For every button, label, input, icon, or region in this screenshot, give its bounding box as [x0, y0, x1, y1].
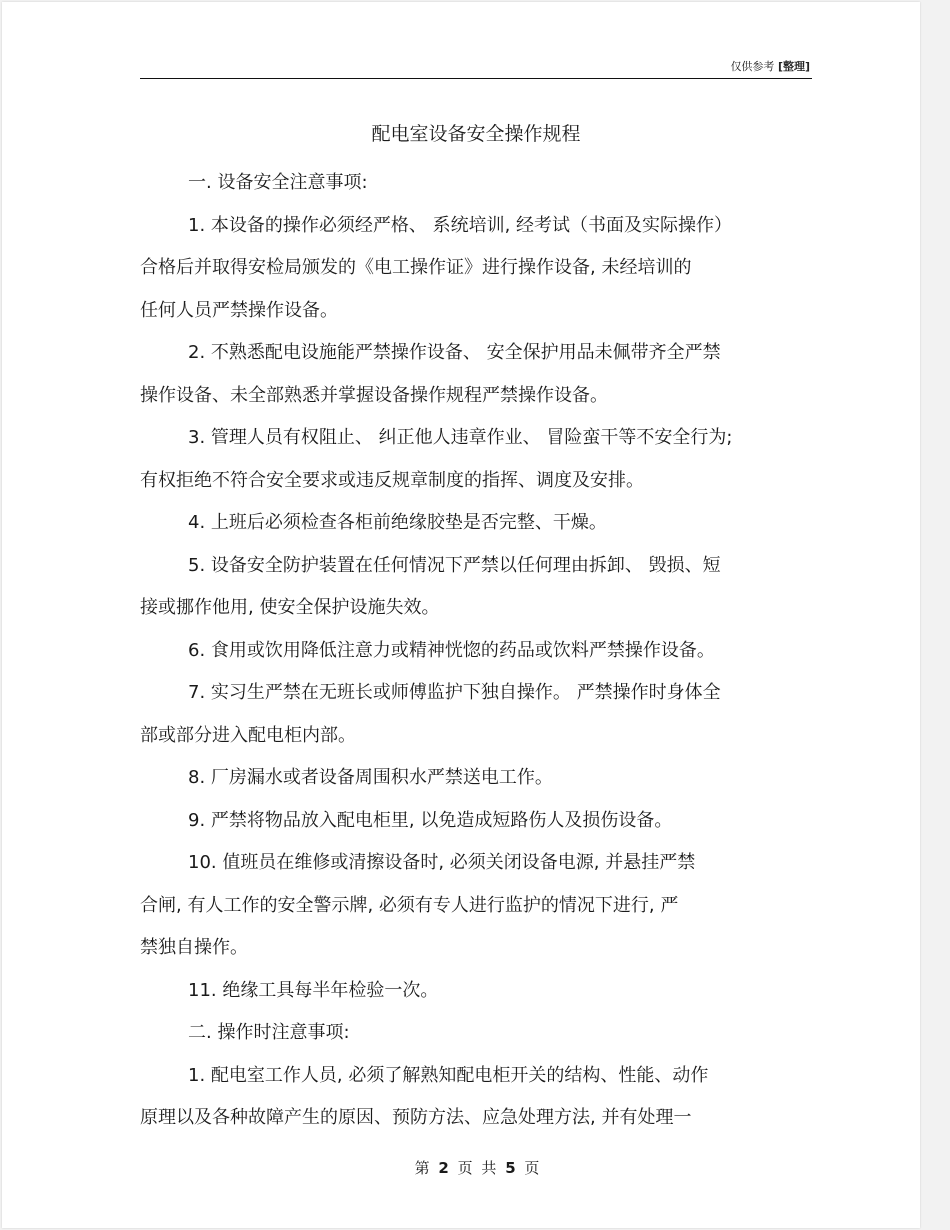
document-title: 配电室设备安全操作规程 — [371, 123, 581, 145]
header-divider — [140, 78, 812, 79]
header-note — [730, 58, 810, 74]
body-line: 5. 设备安全防护装置在任何情况下严禁以任何理由拆卸、 毁损、短 — [188, 554, 721, 576]
body-line: 1. 本设备的操作必须经严格、 系统培训, 经考试（书面及实际操作） — [188, 214, 733, 236]
body-line: 任何人员严禁操作设备。 — [140, 299, 338, 321]
page-footer — [2, 1157, 950, 1178]
body-line: 二. 操作时注意事项: — [188, 1022, 350, 1043]
body-line: 4. 上班后必须检查各柜前绝缘胶垫是否完整、干燥。 — [188, 512, 607, 533]
footer-page-number: 2 — [438, 1159, 449, 1177]
header-note-tag: [整理] — [777, 60, 810, 73]
body-line: 11. 绝缘工具每半年检验一次。 — [188, 979, 439, 1001]
document-page — [2, 2, 920, 1228]
body-line: 10. 值班员在维修或清擦设备时, 必须关闭设备电源, 并悬挂严禁 — [188, 852, 696, 873]
body-line: 7. 实习生严禁在无班长或师傅监护下独自操作。 严禁操作时身体全 — [188, 682, 721, 703]
body-line: 1. 配电室工作人员, 必须了解熟知配电柜开关的结构、性能、动作 — [188, 1064, 709, 1086]
body-line: 2. 不熟悉配电设施能严禁操作设备、 安全保护用品未佩带齐全严禁 — [188, 342, 721, 363]
body-line: 操作设备、未全部熟悉并掌握设备操作规程严禁操作设备。 — [140, 384, 608, 406]
body-line: 一. 设备安全注意事项: — [188, 172, 368, 193]
footer-label-di: 第 — [414, 1159, 430, 1177]
body-line: 9. 严禁将物品放入配电柜里, 以免造成短路伤人及损伤设备。 — [188, 809, 673, 831]
body-line: 原理以及各种故障产生的原因、预防方法、应急处理方法, 并有处理一 — [140, 1107, 692, 1128]
body-line: 8. 厂房漏水或者设备周围积水严禁送电工作。 — [188, 767, 553, 788]
body-line: 接或挪作他用, 使安全保护设施失效。 — [140, 597, 440, 618]
footer-label-ye: 页 — [457, 1159, 473, 1177]
footer-label-ye-2: 页 — [524, 1159, 540, 1177]
header-note-text: 仅供参考 — [730, 60, 775, 73]
body-line: 合闸, 有人工作的安全警示牌, 必须有专人进行监护的情况下进行, 严 — [140, 894, 679, 916]
body-line: 部或部分进入配电柜内部。 — [140, 724, 356, 746]
footer-label-gong: 共 — [481, 1159, 497, 1177]
footer-total-pages: 5 — [505, 1159, 516, 1177]
body-line: 合格后并取得安检局颁发的《电工操作证》进行操作设备, 未经培训的 — [140, 257, 692, 278]
body-line: 禁独自操作。 — [140, 937, 248, 958]
body-line: 3. 管理人员有权阻止、 纠正他人违章作业、 冒险蛮干等不安全行为; — [188, 427, 733, 448]
body-line: 6. 食用或饮用降低注意力或精神恍惚的药品或饮料严禁操作设备。 — [188, 639, 715, 661]
body-line: 有权拒绝不符合安全要求或违反规章制度的指挥、调度及安排。 — [140, 469, 644, 491]
document-body — [140, 162, 812, 1140]
